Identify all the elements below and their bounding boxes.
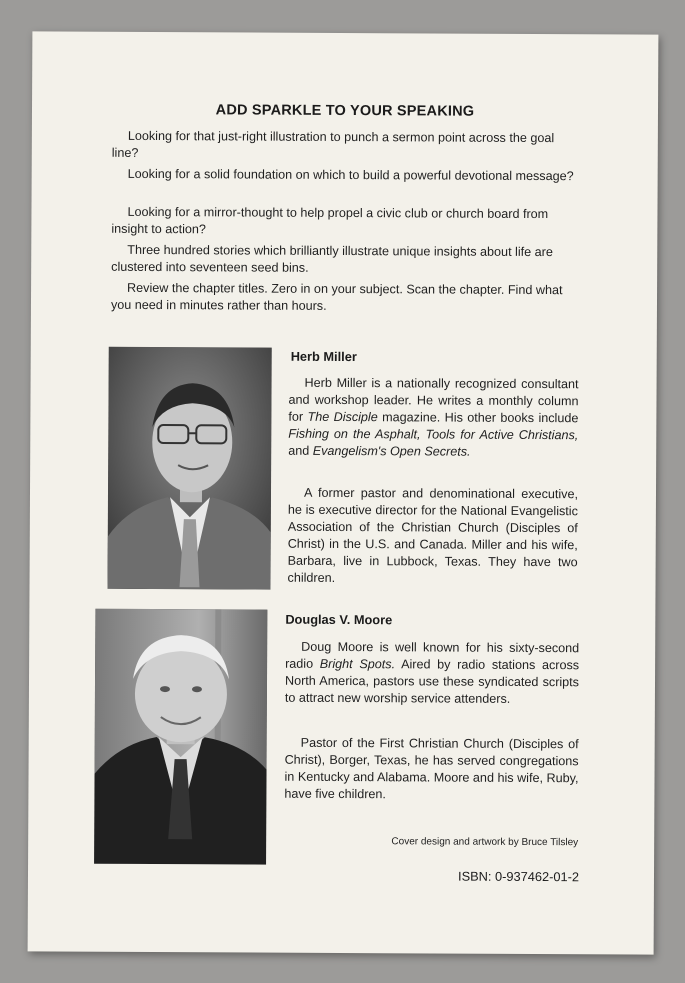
author-2-name: Douglas V. Moore: [285, 611, 393, 628]
author-1-name: Herb Miller: [290, 348, 357, 365]
intro-paragraph-2: Looking for a solid foundation on which to build a powerful devotional message?: [127, 166, 574, 184]
intro-paragraph-1: Looking for that just-right illustration to punch a sermon point across the goal line?: [111, 128, 555, 160]
intro-paragraph-3: Looking for a mirror-thought to help propel a civic club or church board from insight to action?: [111, 204, 549, 237]
isbn: ISBN: 0-937462-01-2: [458, 868, 580, 885]
intro-paragraph-4: Three hundred stories which brilliantly illustrate unique insights about life are clustered into seventeen seed bins.: [111, 242, 553, 275]
headline: ADD SPARKLE TO YOUR SPEAKING: [215, 102, 475, 120]
cover-credit: Cover design and artwork by Bruce Tilsley: [391, 836, 579, 849]
douglas-moore-photo: [94, 609, 267, 865]
author-1-bio-1: Herb Miller is a nationally recognized consultant and workshop leader. He writes a monthly column for The Disciple magazine. His other books include Fishing on the Asphalt, Tools for Active Christians, and Evangelism's Open Secrets.: [288, 375, 579, 459]
book-back-cover: [28, 31, 659, 954]
author-2-bio-1: Doug Moore is well known for his sixty-second radio Bright Spots. Aired by radio stations across North America, pastors use these syndicated scripts to attract new worship service attenders.: [284, 639, 580, 706]
herb-miller-photo: [107, 347, 271, 590]
author-2-bio-2: Pastor of the First Christian Church (Disciples of Christ), Borger, Texas, he has served congregations in Kentucky and Alabama. Moore and his wife, Ruby, have five children.: [284, 735, 579, 802]
author-1-bio-2: A former pastor and denominational executive, he is executive director for the National Evangelistic Association of the Christian Church (Disciples of Christ) in the U.S. and Canada. Miller and his wife, Barbara, live in Lubbock, Texas. They have two children.: [287, 485, 579, 585]
intro-paragraph-5: Review the chapter titles. Zero in on your subject. Scan the chapter. Find what you need in minutes rather than hours.: [110, 280, 563, 313]
